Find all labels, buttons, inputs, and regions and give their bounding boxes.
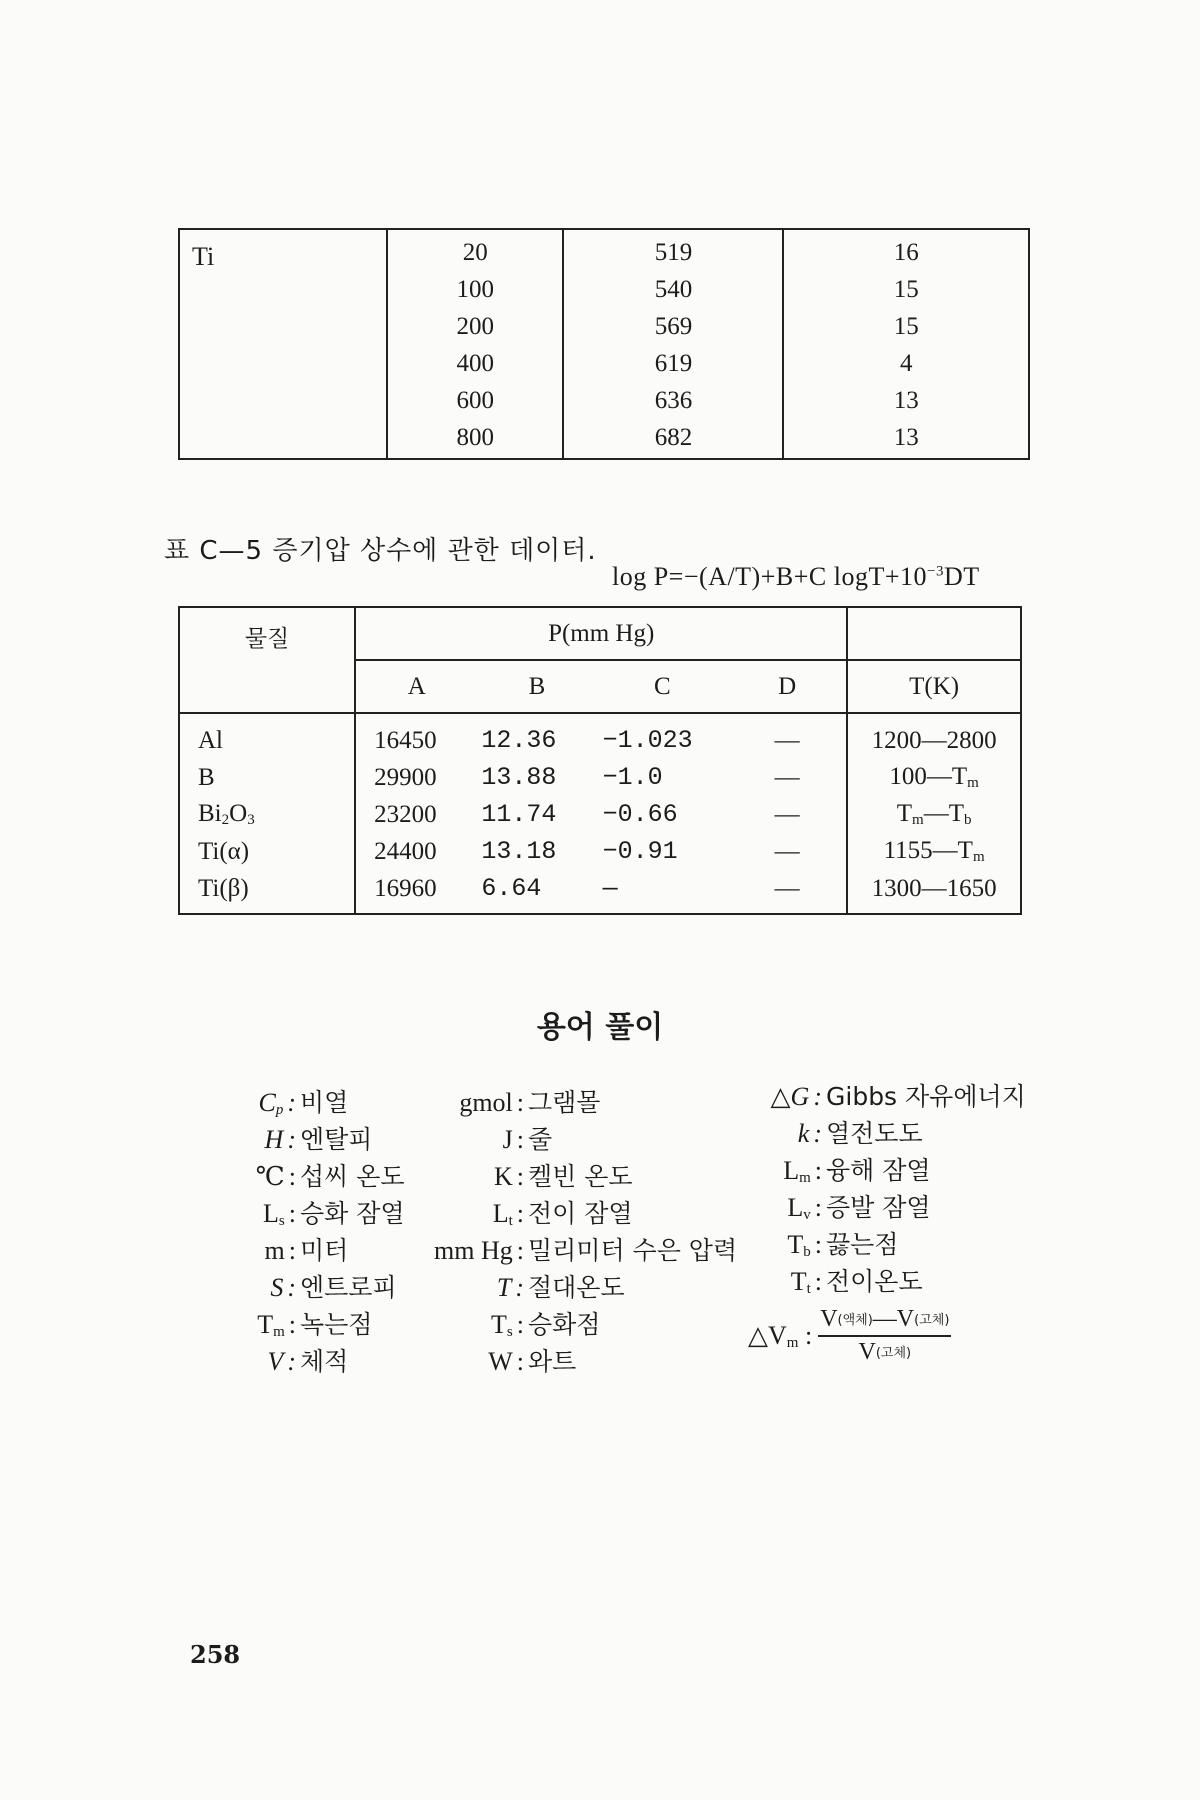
term-symbol: T [496, 1273, 512, 1302]
term-symbol: T [787, 1230, 804, 1259]
term-symbol: m [264, 1236, 285, 1265]
b-cell: 13.88 [481, 763, 557, 792]
glossary-term: T : [496, 1273, 524, 1302]
table-row [179, 713, 1021, 759]
glossary-definition: 미터 [300, 1236, 349, 1265]
header-c: C [597, 660, 728, 713]
header-material: 물질 [179, 607, 355, 713]
glossary-item [412, 1157, 737, 1194]
temperature-range-tail: —T [923, 800, 964, 827]
a-cell: 29900 [374, 763, 437, 791]
fraction-denominator [858, 1337, 911, 1366]
c-cell: −0.91 [602, 837, 678, 866]
glossary-item [220, 1194, 405, 1231]
table-caption: 표 C—5 증기압 상수에 관한 데이터. [164, 536, 597, 566]
ti-cell: 100 [456, 276, 495, 303]
glossary-item [220, 1157, 405, 1194]
glossary-item [740, 1188, 1026, 1225]
d-cell: — [774, 800, 800, 828]
numerator-subscript: (고체) [914, 1313, 950, 1328]
glossary-title: 용어 풀이 [536, 1010, 664, 1045]
temperature-range: 1300—1650 [871, 874, 997, 902]
ti-cell: 636 [654, 387, 693, 414]
glossary-definition: 녹는점 [300, 1310, 373, 1339]
temperature-subscript: m [972, 849, 985, 865]
page-number: 258 [190, 1640, 241, 1669]
term-subscript: s [278, 1213, 285, 1229]
term-symbol: L [783, 1156, 800, 1185]
term-symbol: ℃ [255, 1162, 285, 1191]
glossary-definition: 융해 잠열 [826, 1156, 931, 1185]
term-symbol: C [258, 1088, 276, 1117]
term-symbol: k [797, 1119, 810, 1148]
temperature-subscript: m [912, 812, 924, 828]
numerator-symbol: V [820, 1306, 838, 1332]
glossary-definition: 체적 [300, 1347, 349, 1376]
term-subscript: t [508, 1213, 513, 1229]
b-cell: 11.74 [481, 800, 557, 829]
ti-cell: 519 [654, 239, 693, 266]
material-subscript: 3 [247, 812, 255, 828]
glossary-term: k : [797, 1119, 822, 1148]
glossary-term: ℃ : [255, 1162, 296, 1191]
glossary-item [412, 1083, 737, 1120]
ti-data-table [178, 228, 1030, 460]
glossary-definition: 와트 [528, 1347, 577, 1376]
temperature-range: 1155—T [883, 837, 973, 864]
ti-cell: 15 [893, 313, 919, 340]
c-cell: −1.0 [602, 763, 663, 792]
d-cell: — [774, 726, 800, 754]
material-cell [179, 796, 355, 833]
ti-cell: 569 [654, 313, 693, 340]
b-cell: 6.64 [481, 874, 542, 903]
term-symbol: W [488, 1347, 513, 1376]
term-subscript: b [803, 1244, 811, 1260]
c-cell: −0.66 [602, 800, 678, 829]
glossary-term: $T_m$ : [257, 1310, 296, 1340]
glossary-term: m : [264, 1236, 296, 1265]
numerator-operator: —V [872, 1306, 915, 1332]
ti-cell: 15 [893, 276, 919, 303]
glossary-definition: 줄 [528, 1125, 553, 1154]
glossary-term: mm Hg : [434, 1236, 524, 1265]
glossary-item [412, 1305, 737, 1342]
term-symbol: L [787, 1193, 804, 1222]
glossary-item [220, 1268, 405, 1305]
temperature-subscript: m [967, 775, 979, 791]
temperature-cell [847, 796, 1021, 833]
ti-cell: 400 [456, 350, 495, 377]
term-subscript: v [803, 1207, 811, 1223]
glossary-item [740, 1225, 1026, 1262]
glossary-column-1 [220, 1083, 405, 1379]
term-symbol: T [790, 1267, 807, 1296]
term-symbol: mm Hg [434, 1236, 513, 1265]
temperature-cell [847, 833, 1021, 870]
glossary-definition: 증발 잠열 [826, 1193, 931, 1222]
ti-cell: 682 [654, 424, 693, 451]
glossary-definition: 밀리미터 수은 압력 [528, 1236, 738, 1265]
ti-col-third [783, 229, 1029, 459]
temperature-cell [847, 870, 1021, 914]
term-subscript: m [799, 1170, 811, 1186]
term-symbol: gmol [459, 1088, 513, 1117]
term-symbol: T [491, 1310, 507, 1339]
material-name: Al [198, 726, 223, 754]
term-symbol: L [263, 1199, 279, 1228]
b-cell: 12.36 [481, 726, 557, 755]
glossary-definition: Gibbs 자유에너지 [826, 1082, 1026, 1111]
a-cell: 16450 [374, 726, 437, 754]
c-cell: −1.023 [602, 726, 693, 755]
material-name: Bi [198, 800, 222, 827]
glossary-definition: 전이온도 [826, 1267, 923, 1296]
glossary-term: $T_t$ : [790, 1267, 822, 1297]
ti-cell: 16 [893, 239, 919, 266]
glossary-term: H : [264, 1125, 296, 1154]
ti-cell: 200 [456, 313, 495, 340]
volume-change-fraction [818, 1306, 951, 1366]
glossary-definition: 엔트로피 [300, 1273, 397, 1302]
header-temperature: T(K) [847, 660, 1021, 713]
material-name: Ti(α) [198, 837, 250, 865]
glossary-definition: 켈빈 온도 [528, 1162, 633, 1191]
glossary-term: K : [493, 1162, 524, 1191]
material-name: Ti(β) [198, 874, 249, 902]
ti-cell: 540 [654, 276, 693, 303]
material-cell [179, 759, 355, 796]
glossary-term: $C_p$ : [258, 1088, 296, 1118]
glossary-item [220, 1120, 405, 1157]
glossary-definition: 전이 잠열 [528, 1199, 633, 1228]
glossary-item [412, 1194, 737, 1231]
glossary-term: gmol : [459, 1088, 524, 1117]
glossary-definition: 엔탈피 [300, 1125, 373, 1154]
glossary-item [740, 1077, 1026, 1114]
a-cell: 24400 [374, 837, 437, 865]
term-subscript: m [786, 1334, 799, 1351]
glossary-term: $L_s$ : [263, 1199, 296, 1229]
glossary-term: W : [488, 1347, 524, 1376]
ti-material-cell: Ti [179, 229, 387, 459]
vapor-pressure-table [178, 606, 1022, 915]
formula-tail: DT [943, 562, 980, 591]
material-name-tail: O [229, 800, 248, 827]
a-cell: 16960 [374, 874, 437, 902]
glossary-definition: 절대온도 [528, 1273, 625, 1302]
material-subscript: 2 [221, 812, 230, 828]
header-a: A [355, 660, 477, 713]
table-row [179, 759, 1021, 796]
term-symbol: T [257, 1310, 274, 1339]
glossary-definition: 섭씨 온도 [300, 1162, 405, 1191]
fraction-numerator [818, 1306, 951, 1337]
formula-exponent: −3 [927, 563, 944, 580]
formula-main: log P=−(A/T)+B+C logT+10 [612, 562, 927, 591]
glossary-term: $L_m$ : [783, 1156, 822, 1186]
glossary-item [220, 1305, 405, 1342]
term-symbol: H [264, 1125, 284, 1154]
c-cell: — [602, 874, 618, 903]
vapor-pressure-formula [612, 562, 980, 592]
ti-cell: 13 [893, 387, 919, 414]
glossary-item [740, 1114, 1026, 1151]
b-cell: 13.18 [481, 837, 557, 866]
ti-col-value [563, 229, 783, 459]
term-subscript: s [506, 1324, 513, 1340]
glossary-definition: 비열 [300, 1088, 349, 1117]
glossary-term: S : [270, 1273, 296, 1302]
term-symbol: L [492, 1199, 509, 1228]
glossary-item [740, 1262, 1026, 1299]
glossary-item [412, 1231, 737, 1268]
glossary-definition: 끓는점 [826, 1230, 899, 1259]
table-row [179, 833, 1021, 870]
table-row [179, 796, 1021, 833]
ti-cell: 600 [456, 387, 495, 414]
ti-col-temperature [387, 229, 563, 459]
temperature-range: 1200—2800 [871, 726, 997, 754]
glossary-term: $L_t$ : [492, 1199, 524, 1229]
glossary-fraction-item [748, 1306, 951, 1366]
glossary-definition: 승화 잠열 [300, 1199, 405, 1228]
header-pressure: P(mm Hg) [355, 607, 847, 660]
glossary-term: $T_b$ : [787, 1230, 822, 1260]
numerator-subscript: (액체) [837, 1313, 873, 1328]
term-symbol: J [502, 1125, 513, 1154]
glossary-term: $L_v$ : [787, 1193, 822, 1223]
material-cell [179, 713, 355, 759]
header-d: D [728, 660, 847, 713]
d-cell: — [774, 837, 800, 865]
temperature-cell [847, 759, 1021, 796]
temperature-range: 100—T [889, 763, 968, 790]
temperature-range: T [896, 800, 913, 827]
glossary-definition: 열전도도 [826, 1119, 923, 1148]
glossary-item [412, 1120, 737, 1157]
term-symbol: K [493, 1162, 513, 1191]
table-row [179, 870, 1021, 914]
term-subscript: m [273, 1324, 285, 1340]
term-symbol: V [267, 1347, 284, 1376]
header-b: B [477, 660, 596, 713]
ti-cell: 619 [654, 350, 693, 377]
temperature-cell [847, 713, 1021, 759]
glossary-item [412, 1342, 737, 1379]
denominator-subscript: (고체) [875, 1346, 912, 1361]
glossary-definition: 승화점 [528, 1310, 601, 1339]
ti-cell: 20 [462, 239, 488, 266]
term-symbol: S [270, 1273, 284, 1302]
glossary-item [412, 1268, 737, 1305]
ti-cell: 13 [893, 424, 919, 451]
a-cell: 23200 [374, 800, 437, 828]
glossary-term: V : [267, 1347, 296, 1376]
glossary-item [220, 1083, 405, 1120]
material-name: B [198, 763, 215, 791]
d-cell: — [774, 874, 800, 902]
material-cell [179, 870, 355, 914]
glossary-item [220, 1231, 405, 1268]
glossary-item [740, 1151, 1026, 1188]
glossary-item [220, 1342, 405, 1379]
term-subscript: p [275, 1102, 284, 1118]
header-blank [847, 607, 1021, 660]
glossary-definition: 그램몰 [528, 1088, 601, 1117]
glossary-column-2 [412, 1083, 737, 1379]
d-cell: — [774, 763, 800, 791]
glossary-term: J : [502, 1125, 524, 1154]
term-symbol: △G [770, 1082, 810, 1111]
denominator-symbol: V [858, 1339, 876, 1365]
term-subscript: t [806, 1281, 811, 1297]
glossary-term: △G : [770, 1082, 822, 1111]
ti-cell: 800 [456, 424, 495, 451]
material-cell [179, 833, 355, 870]
glossary-term: $T_s$ : [491, 1310, 524, 1340]
term-symbol: △V [748, 1320, 787, 1350]
ti-cell: 4 [899, 350, 913, 377]
temperature-subscript: b [963, 812, 972, 828]
glossary-column-3 [740, 1077, 1026, 1299]
glossary-term: $\triangle V_m$ : [748, 1320, 813, 1351]
